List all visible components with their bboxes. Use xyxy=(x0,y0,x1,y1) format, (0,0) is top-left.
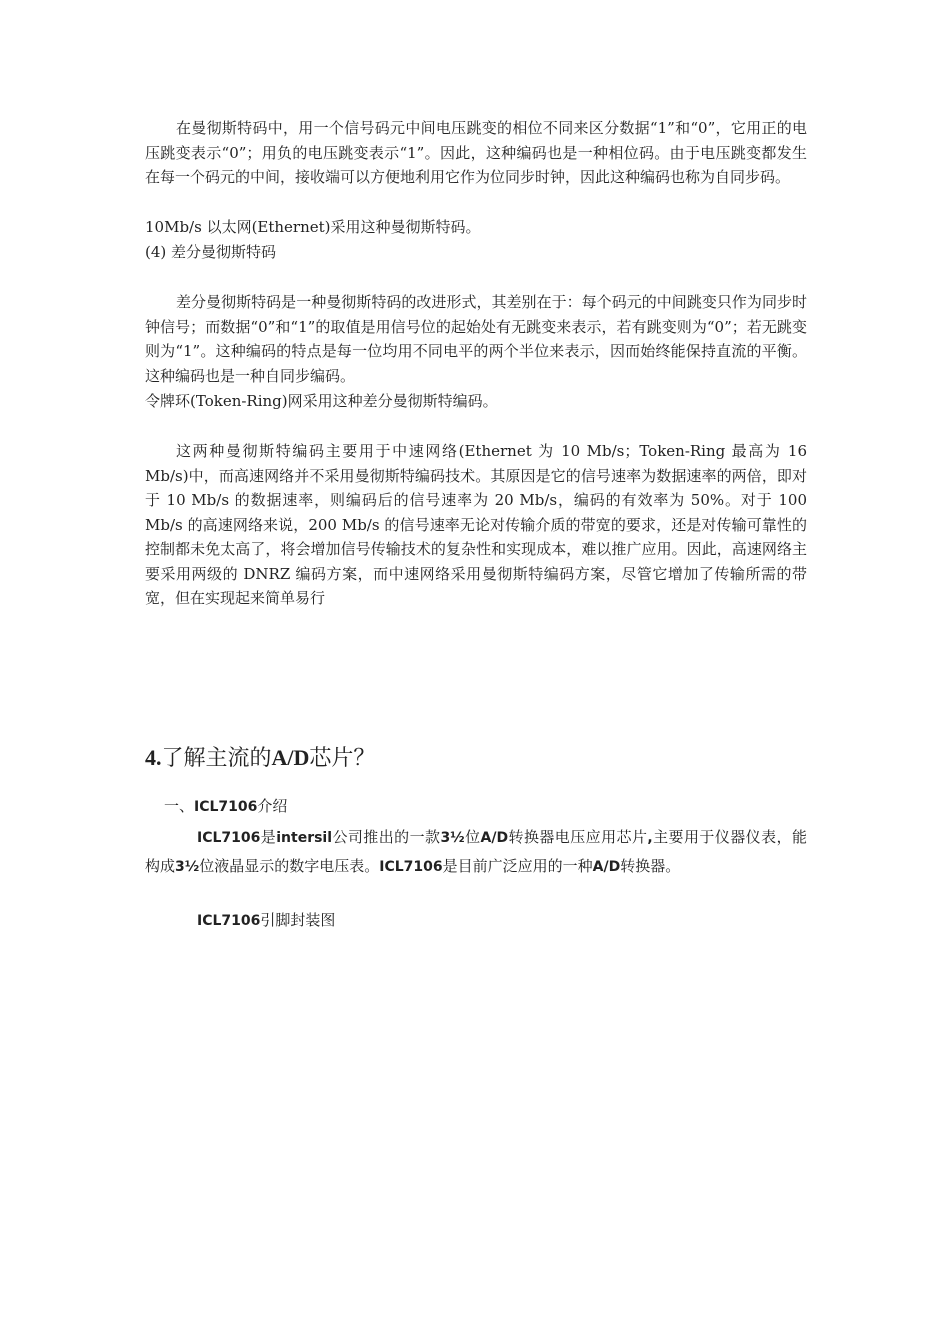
heading-ad: A/D xyxy=(271,745,310,770)
desc-text: 主要用于仪器仪表，能构成 xyxy=(145,828,807,875)
caption-pinout xyxy=(197,906,335,935)
desc-text: 是 xyxy=(260,828,277,846)
section-title xyxy=(164,794,287,819)
desc-text: 位 xyxy=(464,828,481,846)
heading-ad-chips xyxy=(145,738,375,778)
line-token-ring: 令牌环(Token-Ring)网采用这种差分曼彻斯特编码。 xyxy=(145,392,498,410)
caption-chip: ICL7106 xyxy=(197,913,261,929)
desc-ad: A/D xyxy=(480,830,509,846)
paragraph-comparison: 这两种曼彻斯特编码主要用于中速网络(Ethernet 为 10 Mb/s；Token-Ring 最高为 16 Mb/s)中，而高速网络并不采用曼彻斯特编码技术。其原因是它的信号速率为数据速率的两倍，即对于 10 Mb/s 的数据速率，则编码后的信号速率为 20 Mb/s，编码的有效率为 50%。对于 100 Mb/s 的高速网络来说，200 Mb/s 的信号速率无论对传输介质的带宽的要求，还是对传输可靠性的控制都未免太高了，将会增加信号传输技术的复杂性和实现成本，难以推广应用。因此，高速网络主要采用两级的 DNRZ 编码方案，而中速网络采用曼彻斯特编码方案，尽管它增加了传输所需的带宽，但在实现起来简单易行 xyxy=(145,442,807,607)
heading-text-post: 芯片？ xyxy=(309,745,376,770)
section-suffix: 介绍 xyxy=(257,797,288,815)
desc-text: 转换器。 xyxy=(620,857,681,875)
caption-text: 引脚封装图 xyxy=(260,911,336,929)
desc-text: 转换器电压应用芯片 xyxy=(508,828,648,846)
paragraph-icl7106 xyxy=(145,823,807,881)
paragraph-manchester: 在曼彻斯特码中，用一个信号码元中间电压跳变的相位不同来区分数据“1”和“0”，它用正的电压跳变表示“0”；用负的电压跳变表示“1”。因此，这种编码也是一种相位码。由于电压跳变都发生在每一个码元的中间，接收端可以方便地利用它作为位同步时钟，因此这种编码也称为自同步码。 xyxy=(145,119,807,186)
desc-text: 公司推出的一款 xyxy=(332,828,441,846)
desc-text: 是目前广泛应用的一种 xyxy=(442,857,593,875)
section-prefix: 一、 xyxy=(164,797,195,815)
line-ethernet: 10Mb/s 以太网(Ethernet)采用这种曼彻斯特码。 xyxy=(145,218,481,236)
heading-text-pre: 了解主流的 xyxy=(161,745,272,770)
desc-digits: 3½ xyxy=(440,830,465,846)
paragraph-diff-manchester: 差分曼彻斯特码是一种曼彻斯特码的改进形式，其差别在于：每个码元的中间跳变只作为同步时钟信号；而数据“0”和“1”的取值是用信号位的起始处有无跳变来表示，若有跳变则为“0”；若无跳变则为“1”。这种编码的特点是每一位均用不同电平的两个半位来表示，因而始终能保持直流的平衡。这种编码也是一种自同步编码。 xyxy=(145,293,807,385)
desc-ad: A/D xyxy=(592,859,621,875)
section-chip: ICL7106 xyxy=(194,799,258,815)
desc-company: intersil xyxy=(276,830,333,846)
desc-comma: , xyxy=(647,830,653,846)
desc-digits: 3½ xyxy=(175,859,200,875)
desc-chip: ICL7106 xyxy=(197,830,261,846)
heading-number: 4. xyxy=(145,745,162,770)
desc-text: 位液晶显示的数字电压表。 xyxy=(199,857,380,875)
subheading-diff-manchester: (4) 差分曼彻斯特码 xyxy=(145,243,277,261)
desc-chip: ICL7106 xyxy=(379,859,443,875)
